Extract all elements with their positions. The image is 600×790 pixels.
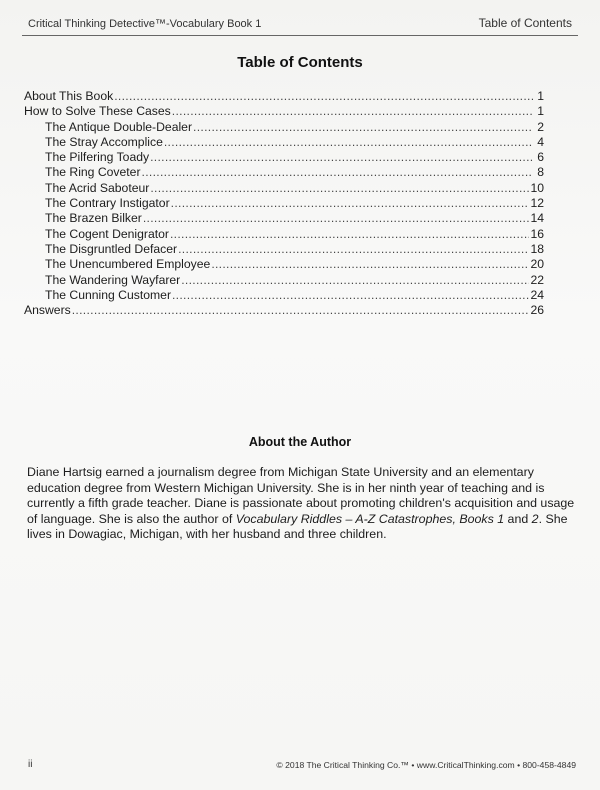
toc-entry-page: 20 — [530, 257, 544, 272]
toc-entry — [24, 196, 544, 211]
toc-entry-label: The Acrid Saboteur — [45, 180, 150, 195]
toc-entry-label: About This Book — [24, 89, 114, 103]
toc-leader-dots — [150, 150, 533, 165]
copyright-line: © 2018 The Critical Thinking Co.™ • www.CriticalThinking.com • 800-458-4849 — [276, 760, 576, 770]
toc-entry — [24, 181, 544, 196]
toc-leader-dots — [170, 227, 529, 242]
author-bio-text: and — [504, 511, 532, 526]
toc-entry-page: 26 — [530, 303, 544, 318]
toc-entry-label: The Disgruntled Defacer — [45, 241, 178, 256]
author-bio — [27, 465, 582, 543]
toc-entry-label: The Pilfering Toady — [45, 150, 150, 165]
toc-entry-label: The Wandering Wayfarer — [45, 272, 181, 287]
toc-leader-dots — [72, 303, 530, 318]
toc-leader-dots — [150, 181, 529, 196]
toc-entry — [24, 150, 544, 165]
toc-entry — [24, 288, 544, 303]
toc-entry-label: The Stray Accomplice — [45, 134, 163, 149]
toc-entry-page: 8 — [537, 165, 544, 180]
book-number-italic: 2 — [531, 511, 539, 526]
toc-entry — [24, 257, 544, 272]
toc-leader-dots — [172, 104, 533, 119]
toc-entry-label: The Antique Double-Dealer — [45, 119, 193, 134]
toc-entry — [24, 242, 544, 257]
toc-entry-page: 18 — [530, 241, 544, 256]
toc-entry — [24, 165, 544, 180]
toc-entry — [24, 135, 544, 150]
toc-leader-dots — [164, 135, 533, 150]
toc-entry — [24, 104, 544, 119]
toc-entry-page: 1 — [537, 104, 544, 119]
toc-entry — [24, 120, 544, 135]
toc-entry-page: 24 — [530, 287, 544, 302]
toc-leader-dots — [114, 89, 533, 104]
toc-entry-label: The Contrary Instigator — [45, 196, 170, 211]
toc-entry-page: 2 — [537, 119, 544, 134]
toc-entry-page: 10 — [530, 180, 544, 195]
toc-entry — [24, 303, 544, 318]
book-title-italic: Vocabulary Riddles – A-Z Catastrophes, Books 1 — [235, 511, 505, 526]
toc-entry-page: 22 — [530, 272, 544, 287]
toc-entry-page: 12 — [530, 196, 544, 211]
toc-entry — [24, 89, 544, 104]
header-divider — [22, 35, 578, 36]
toc-entry — [24, 211, 544, 226]
toc-entry — [24, 273, 544, 288]
toc-leader-dots — [172, 288, 529, 303]
page-number: ii — [28, 759, 33, 770]
running-header-section: Table of Contents — [478, 16, 572, 30]
toc-entry — [24, 227, 544, 242]
toc-leader-dots — [171, 196, 530, 211]
toc-entry-label: The Cunning Customer — [45, 287, 171, 302]
toc-entry-label: The Brazen Bilker — [45, 211, 142, 226]
toc-leader-dots — [211, 257, 529, 272]
running-header-title: Critical Thinking Detective™-Vocabulary Book 1 — [28, 18, 262, 30]
toc-leader-dots — [142, 165, 533, 180]
author-bio-text: . She lives in Dowagiac, Michigan, with her husband and three children. — [27, 511, 568, 542]
toc-entry-label: How to Solve These Cases — [24, 104, 171, 119]
toc-leader-dots — [143, 211, 530, 226]
toc-entry-label: The Unencumbered Employee — [45, 257, 211, 272]
toc-entry-page: 4 — [537, 134, 544, 149]
toc-entry-page: 6 — [537, 150, 544, 165]
toc-entry-page: 14 — [530, 211, 544, 226]
toc-entry-page: 16 — [530, 226, 544, 241]
toc-entry-label: The Cogent Denigrator — [45, 226, 169, 241]
toc-leader-dots — [193, 120, 533, 135]
toc-entry-page: 1 — [537, 89, 544, 103]
toc-heading: Table of Contents — [237, 54, 363, 71]
about-author-heading: About the Author — [248, 435, 352, 449]
toc-entry-label: The Ring Coveter — [45, 165, 141, 180]
author-bio-text: Diane Hartsig earned a journalism degree from Michigan State University and an elementary education degree from Western Michigan University. She is in her ninth year of teaching and is currently a fifth grade teacher. Diane is passionate about promoting children's acquisition and usage of language. She is also the author of — [27, 465, 575, 526]
toc-entry-label: Answers — [24, 303, 71, 318]
toc-leader-dots — [181, 273, 529, 288]
table-of-contents — [24, 89, 544, 318]
toc-leader-dots — [178, 242, 529, 257]
